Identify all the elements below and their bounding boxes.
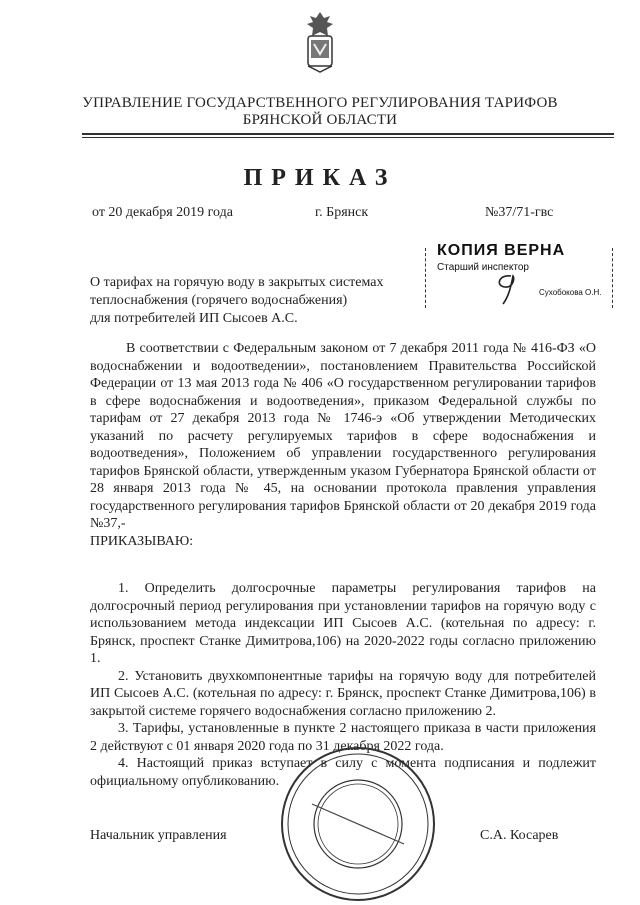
signatory-position: Начальник управления [90, 828, 227, 843]
organization-name-line2: БРЯНСКОЙ ОБЛАСТИ [242, 112, 398, 128]
order-number: №37/71-гвс [485, 205, 554, 220]
order-subject [90, 274, 383, 328]
handwritten-signature-icon [487, 272, 527, 306]
document-title: ПРИКАЗ [243, 165, 397, 191]
order-city: г. Брянск [315, 205, 369, 220]
order-body [90, 340, 596, 550]
preamble-paragraph: В соответствии с Федеральным законом от 7 декабря 2011 года № 416-ФЗ «О водоснабжении и водоотведении», постановлением Правительства Российской Федерации от 13 мая 2013 года № 406 «О государственном регулировании тарифов в сфере водоснабжения и водоотведения», приказом Федеральной службы по тарифам от 27 декабря 2013 года № 1746-э «Об утверждении Методических указаний по расчету регулируемых тарифов в сфере водоснабжения и водоотведения», Положением об управлении государственного регулирования тарифов Брянской области, утвержденным указом Губернатора Брянской области от 28 января 2013 года № 45, на основании протокола правления управления государственного регулирования тарифов Брянской области от 20 декабря 2019 года №37,- [90, 341, 596, 531]
order-item: 3. Тарифы, установленные в пункте 2 настоящего приказа в части приложения 2 действуют с 01 января 2020 года по 31 декабря 2022 года. [90, 721, 596, 754]
organization-name-line1: УПРАВЛЕНИЕ ГОСУДАРСТВЕННОГО РЕГУЛИРОВАНИЯ ТАРИФОВ [82, 95, 558, 111]
copy-stamp-role: Старший инспектор [437, 262, 529, 273]
subject-line: для потребителей ИП Сысоев А.С. [90, 311, 298, 326]
subject-line: О тарифах на горячую воду в закрытых системах [90, 275, 384, 290]
decree-word: ПРИКАЗЫВАЮ: [90, 533, 194, 549]
header-rule-thick [82, 133, 614, 135]
copy-stamp-name: Сухобокова О.Н. [539, 288, 602, 297]
order-item: 2. Установить двухкомпонентные тарифы на горячую воду для потребителей ИП Сысоев А.С. (котельная по адресу: г. Брянск, проспект Станке Димитрова,106) в закрытой системе горячего водоснабжения согласно приложению 2. [90, 668, 596, 719]
order-date: от 20 декабря 2019 года [92, 205, 233, 220]
subject-line: теплоснабжения (горячего водоснабжения) [90, 293, 348, 308]
header-rule-thin [82, 137, 614, 138]
order-item: 4. Настоящий приказ вступает в силу с момента подписания и подлежит официальному опубликованию. [90, 756, 596, 789]
coat-of-arms-emblem [300, 10, 340, 74]
signatory-name: С.А. Косарев [480, 828, 559, 843]
copy-stamp-title: КОПИЯ ВЕРНА [437, 242, 566, 259]
official-seal [272, 740, 444, 905]
order-item: 1. Определить долгосрочные параметры регулирования тарифов на долгосрочный период регулирования при установлении тарифов на горячую воду с использованием метода индексации ИП Сысоев А.С. (котельная по адресу: г. Брянск, проспект Станке Димитрова,106) на 2020-2022 годы согласно приложению 1. [90, 581, 596, 666]
certified-copy-stamp [425, 240, 611, 308]
